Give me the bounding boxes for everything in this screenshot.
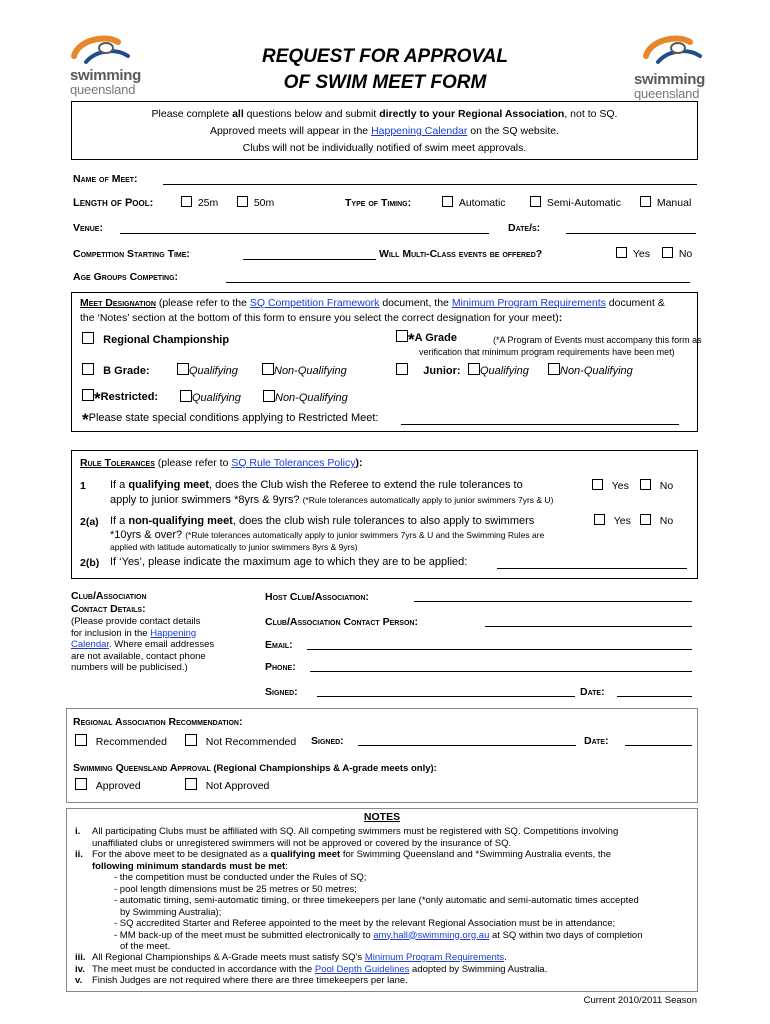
special-conditions-label: *Please state special conditions applying to Restricted Meet: bbox=[82, 410, 379, 429]
restricted-option[interactable]: *Restricted: bbox=[82, 389, 158, 409]
min-program-requirements-link[interactable]: Minimum Program Requirements bbox=[364, 952, 505, 963]
competition-framework-link[interactable]: SQ Competition Framework bbox=[249, 297, 380, 309]
regional-date-field[interactable] bbox=[625, 745, 692, 746]
multiclass-yes-option[interactable]: Yes bbox=[616, 247, 650, 260]
checkbox[interactable] bbox=[594, 514, 605, 525]
logo-left bbox=[66, 32, 156, 97]
regional-date-label: Date: bbox=[584, 735, 609, 747]
email-label: Email: bbox=[265, 639, 293, 651]
q1-no-option[interactable]: No bbox=[640, 479, 673, 492]
checkbox[interactable] bbox=[185, 778, 197, 790]
sq-approval-heading: Swimming Queensland Approval (Regional Championships & A-grade meets only): bbox=[73, 762, 437, 774]
dates-label: Date/s: bbox=[508, 222, 541, 234]
not-approved-option[interactable]: Not Approved bbox=[185, 778, 269, 792]
note-ii-number: ii. bbox=[75, 849, 83, 860]
special-conditions-field[interactable] bbox=[401, 424, 679, 425]
multiclass-no-option[interactable]: No bbox=[662, 247, 692, 260]
contact-date-field[interactable] bbox=[617, 696, 692, 697]
min-program-link[interactable]: Minimum Program Requirements bbox=[451, 297, 606, 309]
host-club-label: Host Club/Association: bbox=[265, 591, 369, 603]
checkbox[interactable] bbox=[548, 363, 560, 375]
regional-signed-label: Signed: bbox=[311, 735, 344, 747]
pool-depth-guidelines-link[interactable]: Pool Depth Guidelines bbox=[314, 964, 410, 975]
restricted-qualifying-option[interactable]: Qualifying bbox=[180, 390, 241, 404]
max-age-field[interactable] bbox=[497, 568, 687, 569]
q2a-yes-option[interactable]: Yes bbox=[594, 514, 631, 527]
name-of-meet-label: Name of Meet: bbox=[73, 173, 138, 185]
restricted-nonqualifying-option[interactable]: Non-Qualifying bbox=[263, 390, 348, 404]
timing-semi-option[interactable]: Semi-Automatic bbox=[530, 196, 621, 209]
notes-title: NOTES bbox=[363, 811, 401, 823]
timing-manual-option[interactable]: Manual bbox=[640, 196, 691, 209]
checkbox[interactable] bbox=[263, 390, 275, 402]
designation-heading: Meet Designation (please refer to the SQ Competition Framework document, the Minimum Program Requirements document & bbox=[80, 297, 665, 309]
note-v-number: v. bbox=[75, 975, 83, 986]
contact-person-field[interactable] bbox=[485, 626, 692, 627]
q1-text: If a qualifying meet, does the Club wish the Referee to extend the rule tolerances to bbox=[110, 479, 523, 491]
season-footer: Current 2010/2011 Season bbox=[583, 995, 697, 1006]
venue-label: Venue: bbox=[73, 222, 103, 234]
note-iii-number: iii. bbox=[75, 952, 86, 963]
logo-right bbox=[630, 32, 720, 101]
swimming-queensland-logo-icon bbox=[66, 32, 136, 70]
pool-25-option[interactable]: 25m bbox=[181, 196, 218, 209]
multiclass-label: Will Multi-Class events be offered? bbox=[379, 248, 543, 260]
contact-person-label: Club/Association Contact Person: bbox=[265, 616, 418, 628]
checkbox[interactable] bbox=[662, 247, 673, 258]
designation-heading-line2: the ‘Notes’ section at the bottom of this form to ensure you select the correct designation for your meet): bbox=[80, 312, 563, 324]
logo-text-queensland: queensland bbox=[634, 86, 700, 101]
q2a-text-2: *10yrs & over? (*Rule tolerances automatically apply to junior swimmers 7yrs & U and the Swimming Rules are bbox=[110, 529, 545, 541]
intro-line1: Please complete all questions below and submit directly to your Regional Association, not to SQ. bbox=[151, 108, 618, 120]
note-iv-text: The meet must be conducted in accordance with the Pool Depth Guidelines adopted by Swimming Australia. bbox=[92, 964, 548, 975]
checkbox[interactable] bbox=[396, 330, 408, 342]
q1-number: 1 bbox=[80, 480, 86, 492]
checkbox[interactable] bbox=[262, 363, 274, 375]
checkbox[interactable] bbox=[75, 778, 87, 790]
q1-text-2: apply to junior swimmers *8yrs & 9yrs? (*Rule tolerances automatically apply to junior swimmers 7yrs & U) bbox=[110, 494, 554, 506]
calendar-link[interactable]: Calendar bbox=[71, 639, 110, 650]
q2a-text-3: applied with latitude automatically to junior swimmers 8yrs & 9yrs) bbox=[110, 542, 358, 552]
b-grade-qualifying-option[interactable]: Qualifying bbox=[177, 363, 238, 377]
checkbox[interactable] bbox=[396, 363, 408, 375]
email-field[interactable] bbox=[307, 649, 692, 650]
recommended-option[interactable]: Recommended bbox=[75, 734, 167, 748]
swimming-queensland-logo-icon bbox=[638, 32, 708, 70]
checkbox[interactable] bbox=[592, 479, 603, 490]
a-grade-note-2: verification that minimum program requirements have been met) bbox=[419, 347, 675, 357]
type-of-timing-label: Type of Timing: bbox=[345, 197, 412, 209]
checkbox[interactable] bbox=[177, 363, 189, 375]
junior-option[interactable]: Junior: bbox=[396, 363, 461, 377]
b-grade-nonqualifying-option[interactable]: Non-Qualifying bbox=[262, 363, 347, 377]
rule-tolerances-policy-link[interactable]: SQ Rule Tolerances Policy bbox=[231, 457, 356, 469]
regional-signed-field[interactable] bbox=[358, 745, 576, 746]
q2a-no-option[interactable]: No bbox=[640, 514, 673, 527]
a-grade-option[interactable]: *A Grade bbox=[396, 330, 457, 350]
happening-calendar-link[interactable]: Happening Calendar bbox=[371, 125, 468, 137]
age-groups-label: Age Groups Competing: bbox=[73, 271, 179, 283]
q2b-text: If ‘Yes’, please indicate the maximum age to which they are to be applied: bbox=[110, 556, 468, 568]
checkbox[interactable] bbox=[82, 389, 94, 401]
checkbox[interactable] bbox=[616, 247, 627, 258]
logo-text-swimming: swimming bbox=[634, 71, 705, 88]
length-of-pool-label: Length of Pool: bbox=[73, 197, 154, 209]
note-i-text: All participating Clubs must be affiliated with SQ. All competing swimmers must be registered with SQ. Competitions involving unaffiliated clubs or unregistered swimmers will not be approved or covered by the insurance of SQ. bbox=[92, 826, 619, 849]
note-ii-bullets: - the competition must be conducted under the Rules of SQ; - pool length dimensions must be 25 metres or 50 metres; - automatic timing, semi-automatic timing, or three timekeepers per lane (*only automatic and semi-automatic times accepted by Swimming Australia); - SQ accredited Starter and Referee appointed to the meet by the relevant Regional Association must be in attendance; - MM back-up of the meet must be submitted electronically to amy.hall@swimming.org.au at SQ within two days of completion of the meet. bbox=[114, 872, 643, 952]
regional-heading: Regional Association Recommendation: bbox=[73, 716, 243, 728]
regional-championship-option[interactable]: Regional Championship bbox=[82, 332, 229, 346]
q2b-number: 2(b) bbox=[80, 557, 100, 569]
comp-start-field[interactable] bbox=[243, 259, 376, 260]
dates-field[interactable] bbox=[566, 233, 696, 234]
contact-signed-label: Signed: bbox=[265, 686, 298, 698]
contact-signed-field[interactable] bbox=[317, 696, 575, 697]
age-groups-field[interactable] bbox=[226, 282, 690, 283]
a-grade-note-1: (*A Program of Events must accompany this form as bbox=[493, 335, 702, 345]
note-ii-text: For the above meet to be designated as a qualifying meet for Swimming Queensland and *Swimming Australia events, the following minimum standards must be met: bbox=[92, 849, 612, 872]
b-grade-option[interactable]: B Grade: bbox=[82, 363, 150, 377]
contact-heading: Club/Association Contact Details: bbox=[71, 590, 147, 615]
tolerances-heading: Rule Tolerances (please refer to SQ Rule Tolerances Policy): bbox=[80, 457, 363, 469]
not-recommended-option[interactable]: Not Recommended bbox=[185, 734, 296, 748]
happening-link[interactable]: Happening bbox=[150, 627, 197, 639]
checkbox[interactable] bbox=[180, 390, 192, 402]
logo-text-queensland: queensland bbox=[70, 82, 136, 97]
junior-qualifying-option[interactable]: Qualifying bbox=[468, 363, 529, 377]
form-title-line1: REQUEST FOR APPROVAL bbox=[262, 46, 508, 67]
checkbox[interactable] bbox=[530, 196, 541, 207]
checkbox[interactable] bbox=[181, 196, 192, 207]
checkbox[interactable] bbox=[640, 479, 651, 490]
checkbox[interactable] bbox=[468, 363, 480, 375]
approved-option[interactable]: Approved bbox=[75, 778, 141, 792]
phone-field[interactable] bbox=[310, 671, 692, 672]
checkbox[interactable] bbox=[640, 196, 651, 207]
note-iv-number: iv. bbox=[75, 964, 85, 975]
note-v-text: Finish Judges are not required where there are three timekeepers per lane. bbox=[92, 975, 408, 986]
checkbox[interactable] bbox=[442, 196, 453, 207]
q1-yes-option[interactable]: Yes bbox=[592, 479, 629, 492]
note-iii-text: All Regional Championships & A-Grade meets must satisfy SQ’s Minimum Program Requirements. bbox=[92, 952, 507, 963]
checkbox[interactable] bbox=[640, 514, 651, 525]
phone-label: Phone: bbox=[265, 661, 296, 673]
checkbox[interactable] bbox=[75, 734, 87, 746]
junior-nonqualifying-option[interactable]: Non-Qualifying bbox=[548, 363, 633, 377]
host-club-field[interactable] bbox=[414, 601, 692, 602]
venue-field[interactable] bbox=[120, 233, 489, 234]
intro-line2: Approved meets will appear in the Happening Calendar on the SQ website. bbox=[209, 125, 560, 137]
checkbox[interactable] bbox=[82, 363, 94, 375]
note-i-number: i. bbox=[75, 826, 81, 837]
pool-50-option[interactable]: 50m bbox=[237, 196, 274, 209]
contact-description: (Please provide contact details for inclusion in the Happening Calendar. Where email addresses are not available, contact phone numbers will be publicised.) bbox=[71, 616, 215, 673]
checkbox[interactable] bbox=[185, 734, 197, 746]
checkbox[interactable] bbox=[237, 196, 248, 207]
intro-line3: Clubs will not be individually notified of swim meet approvals. bbox=[242, 142, 527, 154]
name-of-meet-field[interactable] bbox=[163, 184, 697, 185]
amy-hall-email-link[interactable]: amy.hall@swimming.org.au bbox=[373, 929, 490, 941]
form-title-line2: OF SWIM MEET FORM bbox=[283, 72, 487, 93]
q2a-text: If a non-qualifying meet, does the club wish rule tolerances to also apply to swimmers bbox=[110, 515, 535, 527]
comp-start-label: Competition Starting Time: bbox=[73, 248, 190, 260]
q2a-number: 2(a) bbox=[80, 516, 99, 528]
contact-date-label: Date: bbox=[580, 686, 605, 698]
timing-automatic-option[interactable]: Automatic bbox=[442, 196, 506, 209]
checkbox[interactable] bbox=[82, 332, 94, 344]
logo-text-swimming: swimming bbox=[70, 67, 141, 84]
